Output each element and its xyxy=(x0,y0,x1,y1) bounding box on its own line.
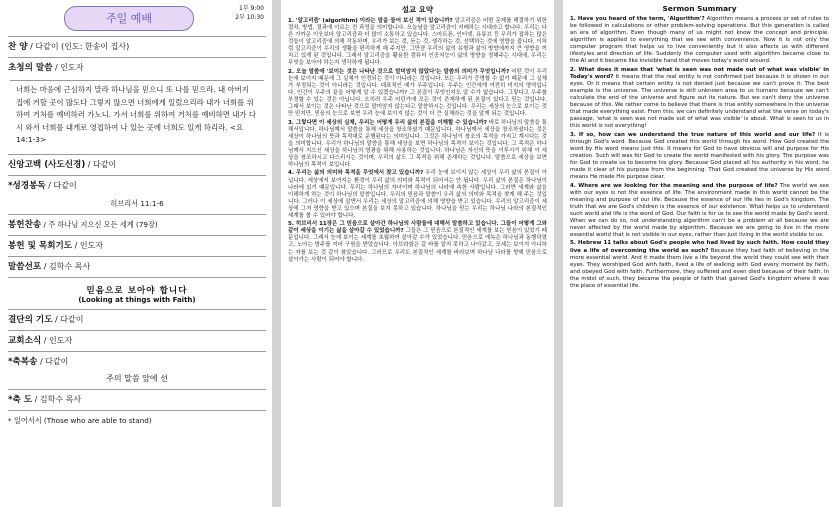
summary-question: 4. 우리는 삶의 의미와 목적을 무엇에서 찾고 있습니까? xyxy=(288,170,424,177)
worship-item-praise xyxy=(8,36,266,57)
worship-item-opening-words xyxy=(8,57,266,78)
item-name: 봉헌 및 목회기도 xyxy=(8,240,73,251)
second-service-time: 2부 10:30 xyxy=(235,14,264,21)
scripture-reference: 히브리서 11:1-6 xyxy=(110,198,164,208)
item-leader: / 주 하나님 지으신 모든 세계 (79장) xyxy=(41,219,158,229)
item-name: 신앙고백 (사도신경) xyxy=(8,159,86,170)
worship-item-offering-song xyxy=(8,214,266,235)
bulletin-header xyxy=(8,4,266,36)
summary-answer: It is through God's word. Because God created this world through his word. How God created the word by His word means just this. It means for God to have obvious will and purpose for His creation. Such will was for God to create the world manifested with his glory. The purpose was for God to create us to become his glory. Because God placed all his authority in his word, he made it clear of his purpose from the beginning. That God created the universe by His word means He made His purpose clear. xyxy=(570,131,829,181)
summary-answer: 알고리즘은 어떤 문제를 해결하기 위한 절차, 방법, 결과에 이르는 전 과정을 의미합니다. 오늘날을 알고리즘이 지배하는 시대라고 합니다. 우리는 다른 가까운 이웃보다 알고리즘과 더 많이 소통하고 있습니다. 스마트폰, 인터넷, 유튜브 등 우리가 접하는 많은 것들이 알고리즘에 의해 작동하며, 우리가 보는 것, 듣는 것, 생각하는 것, 선택하는 것에 영향을 줍니다. 이처럼 알고리즘이 우리의 생활을 편리하게 해 주지만, 그만큼 우리의 삶의 유형과 삶의 방향에까지 큰 영향을 끼치고 있게 된 것입니다. 그래서 알고리즘을 활용한 컴퓨터 인공지능이 삶의 방향을 정해주는 시대에, 우리는 무엇을 보아야 하는지 생각하게 됩니다. xyxy=(288,18,547,67)
order-of-worship-page xyxy=(0,0,272,507)
summary-question: 4. Where are we looking for the meaning and the purpose of life? xyxy=(570,182,778,189)
summary-paragraph-5 xyxy=(288,221,547,263)
summary-paragraph-3 xyxy=(570,132,829,181)
item-name: *축 도 xyxy=(8,394,33,405)
page-title: 설교 요약 xyxy=(401,5,434,14)
summary-paragraph-4 xyxy=(570,183,829,239)
item-leader: / 다같이 xyxy=(85,159,117,169)
summary-answer: 우리 눈에 보이지 않는 세상이 우리 삶의 본질이 아닙니다. 세상에서 보여지는 환경이 우리 삶의 의미와 목적이 되어서는 안 됩니다. 우리 삶의 본질은 하나님이 나라에 있기 때문입니다. 우리는 하나님의 자녀이며 하나님의 나라에 속한 사람입니다. 그러면 세계와 삶을 이해하게 하는 것이 하나님의 말씀입니다. 우리의 믿음과 말씀이 우리 삶의 의미와 목적을 찾게 해 주는 것입니다. 그러나 이 세상에 살면서 우리는 세상의 알고리즘에 의해 영향을 받고 있습니다. 우리의 알고리즘이 세상에 그저 영향을 받고 있으며 본질을 보지 못하고 있습니다. 하나님을 믿는 우리는 하나님 나라의 본질적인 세계를 볼 수 있어야 합니다. xyxy=(288,170,547,219)
english-summary-page xyxy=(563,0,835,507)
item-name: *성경봉독 xyxy=(8,180,46,191)
sermon-title xyxy=(8,277,266,309)
worship-item-response xyxy=(8,309,266,330)
summary-paragraph-5 xyxy=(570,240,829,289)
summary-question: 3. If so, how can we understand the true nature of this world and our life? xyxy=(570,131,816,138)
item-name: 교회소식 xyxy=(8,335,42,346)
worship-item-creed xyxy=(8,154,266,175)
summary-question: 2. What does it mean that 'what is seen was not made out of what was visible' in Today's word? xyxy=(570,66,829,80)
summary-answer: 바로 하나님의 말씀을 통해서입니다. 하나님께서 말씀을 통해 세상을 창조하셨기 때문입니다. 하나님께서 세상을 창조하셨다는 것은 세상이 하나님의 뜻과 목적대로 운행된다는 의미입니다. 그것은 하나님이 창조의 목적을 가지고 계시다는 것을 의미합니다. 우리가 하나님의 말씀을 통해 세상을 보면 하나님의 목적이 보이는 것입니다. 그 목적은 하나님께서 지으신 세상을 하나님의 영광을 위해 사용하는 것입니다. 하나님은 자신의 뜻을 이루시기 위해 이 세상을 창조하시고 다스리시는 것이며, 우리의 삶도 그 목적을 위해 존재하는 것입니다. 말씀으로 세상을 보면 하나님의 목적이 보입니다. xyxy=(288,119,548,168)
summary-paragraph-1 xyxy=(570,16,829,65)
page-title: Sermon Summary xyxy=(662,4,737,13)
item-name: 찬 양 xyxy=(8,42,28,52)
worship-item-scripture xyxy=(8,175,266,196)
summary-answer: Because they had faith of believing in the more essential world. And it made them live a life beyond the world they could see with their eyes. They worshiped God with faith, lived a life of walking with God every moment by faith, and obeyed God with faith. Furthermore, they suffered and even died because of their faith. In the midst of such, they became the people of faith that gained God's kingdom where it was the place of essential life. xyxy=(570,247,829,289)
item-name: 결단의 기도 xyxy=(8,314,53,325)
summary-answer: 그들은 그 믿음으로 본질적인 세계를 보는 믿음이 있었기 때문입니다. 그래서 눈에 보이는 세계를 초월하여 살아갈 수가 있었습니다. 믿음으로 에녹은 하나님과 동행하였고, 노아는 방주를 지어 구원을 받았습니다. 아브라함은 갈 바를 알지 못하고 나아갔고, 모세는 보이지 아니하는 자를 보는 것 같이 참았습니다. 그러므로 우리도 본질적인 세계를 바라보며 하나님 나라를 향해 믿음으로 살아가는 사람이 되어야 합니다. xyxy=(288,228,547,263)
opening-scripture-text: 너희는 마음에 근심하지 말라 하나님을 믿으니 또 나를 믿으라. 내 아버지 집에 거할 곳이 많도다 그렇지 않으면 너희에게 일렀으리라 내가 너희를 위하여 거처를 예비하러 가노니. 가서 너희를 위하여 거처를 예비하면 내가 다시 와서 너희를 내게로 영접하여 나 있는 곳에 너희도 있게 하리라. <요 14:1-3> xyxy=(10,80,264,150)
summary-paragraph-3 xyxy=(288,120,547,169)
summary-question: 5. Hebrew 11 talks about God's people who had lived by such faith. How could they live a life of overcoming the world as such? xyxy=(570,240,829,254)
sermon-title-english: (Looking at things with Faith) xyxy=(78,295,196,304)
summary-paragraph-4 xyxy=(288,170,547,219)
item-leader: / 인도자 xyxy=(52,63,84,72)
summary-paragraph-1 xyxy=(288,18,547,67)
worship-item-sermon xyxy=(8,256,266,277)
summary-question: 3. 그렇다면 이 세상의 실체, 우리는 어떻게 우리 삶의 본질을 이해할 수 있습니까? xyxy=(288,119,487,126)
summary-answer: 어떤 것이 우리 눈에 보이지 때문에 그 실체가 인정되는 것이 아니라는 것입니다. 또는 우리가 증명할 수 없기 때문에 그 실체가 부정되는 것이 아니라는 것입니다. 대표적인 예가 우주입니다. 우주는 인간에게 여전히 미지의 영역입니다. 인간이 우주의 끝을 어떻게 알 수 있겠습니까? 그 본질이 무엇인지도 알 수가 없습니다. 그렇다고 우주를 부정할 수 있는 것은 아닙니다. 오히려 우주 어딘가에 모든 것이 존재하게 된 본질이 있다고 믿는 것입니다. 그래서 보이는 것은 나타난 것으로 말미암지 않는다고 말씀하시는 것입니다. 우리는 세상의 눈으로 보이는 것만 믿지만, 믿음의 눈으로 보면 우리 눈에 보이지 않는 것이 더 큰 실체라는 것을 알게 되는 것입니다. xyxy=(288,68,548,118)
summary-paragraph-2 xyxy=(570,67,829,130)
worship-item-announcements xyxy=(8,330,266,351)
item-leader: / 다같이 xyxy=(37,356,69,366)
summary-question: 1. Have you heard of the term, 'Algorithm'? xyxy=(570,16,705,22)
item-leader: / 김학수 목사 xyxy=(32,394,82,404)
summary-question: 5. 히브리서 11장은 그 믿음으로 살아간 하나님의 사람들에 대해서 말씀하고 있습니다. 그들이 어떻게 그와 같이 세상을 이기는 삶을 살아갈 수 있었습니까? xyxy=(288,221,547,235)
item-leader: / 김학수 목사 xyxy=(41,261,91,271)
worship-item-benediction xyxy=(8,389,266,410)
item-leader: / 인도자 xyxy=(72,240,104,250)
standing-footnote: * 일어서서 (Those who are able to stand) xyxy=(8,410,266,431)
summary-answer: Algorithm means a process or set of rules to be followed in calculations or other problem-solving operations. But this generation is called an era of algorithm. Even though many of us might not know the concept and principle, algorithm is applied to everything that we see with convenience. Now it is not only the computer program that helps us to live conveniently but it also affects us with different lifestyles and direction of life. Suddenly the computer used with algorithm became close to the AI and it became like invisible hand that moves today's world around. xyxy=(570,16,829,65)
summary-question: 2. 오늘 말씀에 '보이는 것은 나타난 것으로 말미암지 않았다'는 말씀의 의미가 무엇입니까? xyxy=(288,68,510,75)
summary-paragraph-2 xyxy=(288,69,547,118)
item-name: 말씀선포 xyxy=(8,261,42,272)
first-service-time: 1부 9:00 xyxy=(239,5,264,12)
item-leader: / 인도자 xyxy=(41,335,73,345)
item-name: 봉헌찬송 xyxy=(8,219,42,230)
item-name: *축복송 xyxy=(8,356,38,367)
worship-item-offering-prayer xyxy=(8,235,266,256)
korean-summary-page xyxy=(281,0,554,507)
item-leader: / 다같이 xyxy=(52,314,84,324)
blessing-song-title: 주의 말씀 앞에 선 xyxy=(106,373,168,383)
worship-item-blessing-song xyxy=(8,351,266,372)
summary-answer: It means that the real entity is not confirmed just because it is shown in our eyes. Or it means that certain entity is not denied just because we can't prove it. The best example is the universe. The universe is still unknown area to us humans because we can't calculate the end of the universe and figure out its nature. But we can't deny the universe because of this. We rather come to believe that there is true entity somewhere in the universe that made everything exist. From this, we can definitely understand what the verse on today's passage, 'what is seen was not made out of what was visible' is about. What is seen to us in this world is not everything! xyxy=(570,73,829,130)
summary-question: 1. '알고리즘' (algorithm) 이라는 말을 들어 보신 적이 있습니까? xyxy=(288,18,453,24)
item-leader: / 다같이 xyxy=(45,180,77,190)
item-leader: / 다같이 (인도: 한송이 집사) xyxy=(27,42,130,51)
sermon-title-korean: 믿음으로 보아야 합니다 xyxy=(86,285,188,296)
service-title-badge: 주일 예배 xyxy=(64,6,194,31)
item-name: 초청의 말씀 xyxy=(8,63,53,73)
summary-answer: The world we see with our eyes is not the essence of life. The environment made in this world cannot be the meaning and purpose of our life. Because the essence of our life lies in God's kingdom. The truth that we are God's children is the essence of our existence. What helps us to understand such world and life is the word of God. Our faith is for us to see the world made by God's word. When we can do so, not understanding algorithm can't be a problem at all because we are never affected by the world made by algorithm. Because we are going to live in the more essential world that is not visible in our eyes, rather than just living in the world visible to us. xyxy=(570,182,829,238)
service-times xyxy=(235,4,264,22)
